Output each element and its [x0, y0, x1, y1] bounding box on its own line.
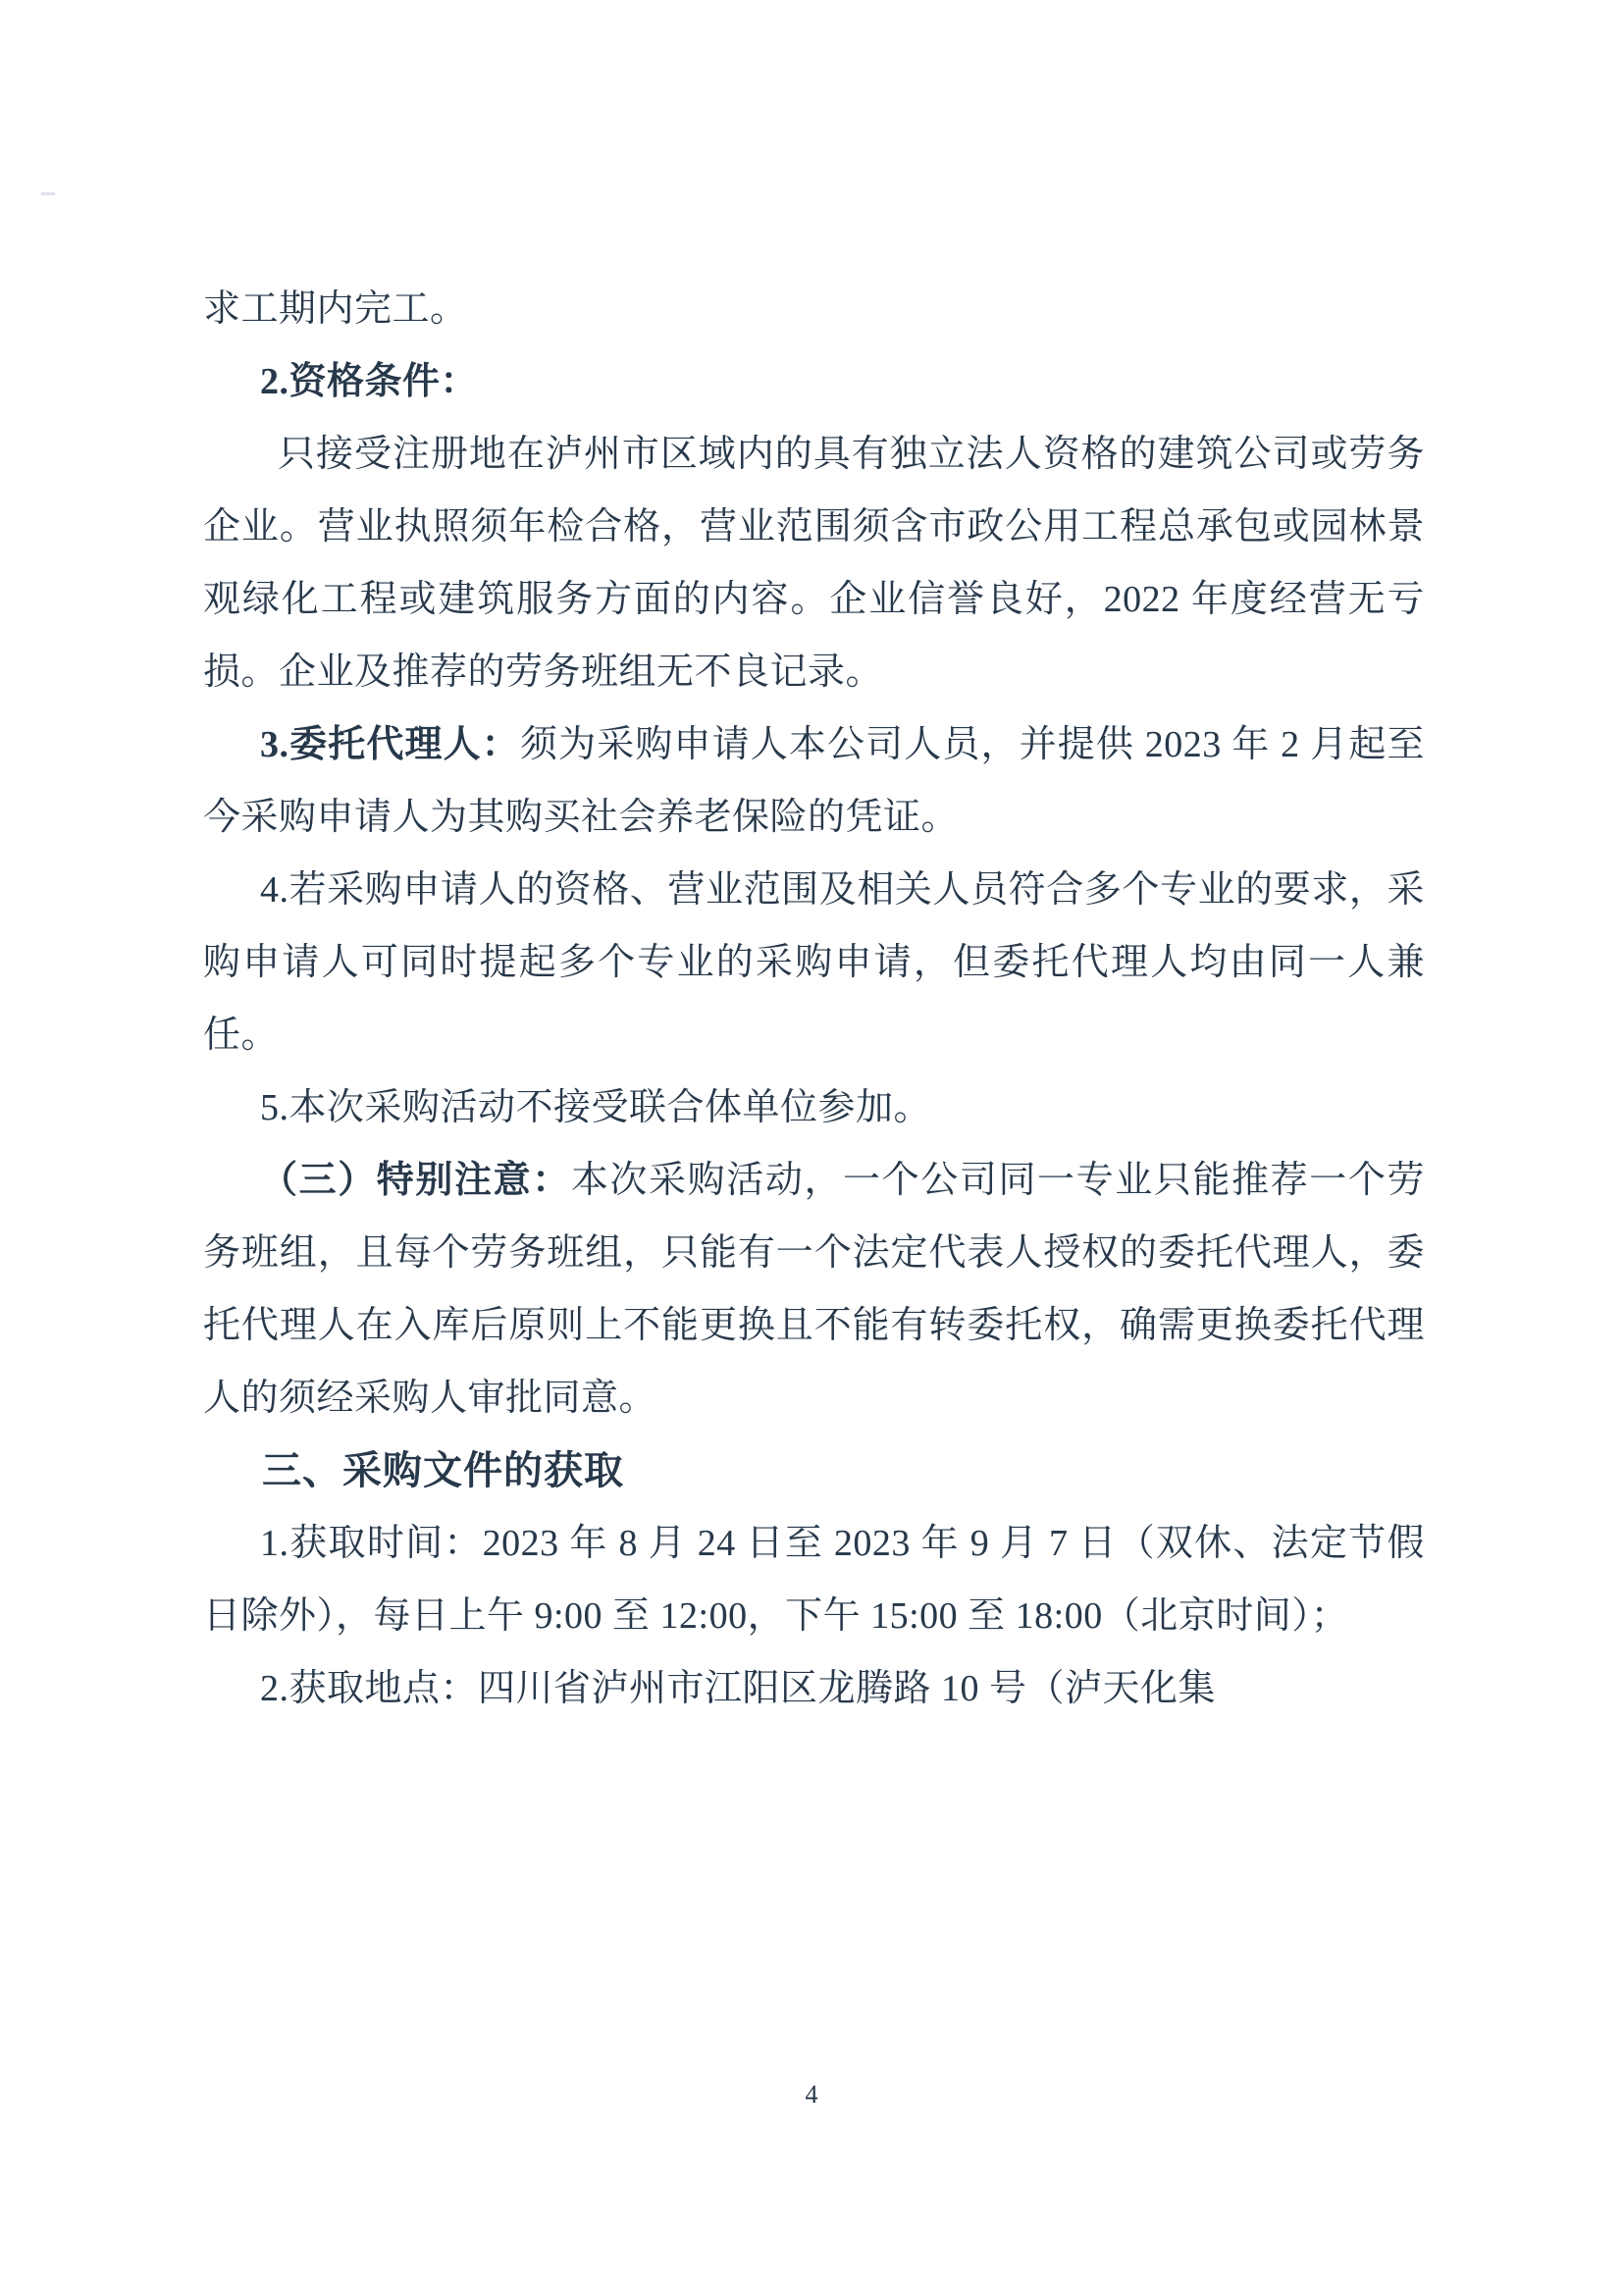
paragraph-acquire-time: 1.获取时间：2023 年 8 月 24 日至 2023 年 9 月 7 日（双休、法定节假日除外），每日上午 9:00 至 12:00，下午 15:00 至 18:00（北京时间）； [203, 1523, 1425, 1637]
label-authorized-agent: 3.委托代理人： [260, 724, 520, 765]
heading-qualification-conditions: 2.资格条件： [260, 361, 479, 402]
document-body [203, 273, 1425, 1725]
paragraph-continued: 求工期内完工。 [203, 288, 468, 330]
label-special-notice: （三）特别注意： [260, 1160, 571, 1201]
paragraph-multi-specialty: 4.若采购申请人的资格、营业范围及相关人员符合多个专业的要求，采购申请人可同时提起多个专业的采购申请，但委托代理人均由同一人兼任。 [203, 869, 1425, 1056]
text-authorized-agent: 须为采购申请人本公司人员，并提供 2023 年 2 月起至今采购申请人为其购买社会养老保险的凭证。 [203, 724, 1425, 838]
paragraph-special-notice [203, 1144, 1425, 1435]
heading-section-three: 三、采购文件的获取 [262, 1448, 624, 1492]
text-special-notice: 本次采购活动，一个公司同一专业只能推荐一个劳务班组，且每个劳务班组，只能有一个法定代表人授权的委托代理人，委托代理人在入库后原则上不能更换且不能有转委托权，确需更换委托代理人的须经采购人审批同意。 [203, 1160, 1425, 1419]
paragraph-acquire-place: 2.获取地点：四川省泸州市江阳区龙腾路 10 号（泸天化集 [260, 1668, 1217, 1709]
paragraph-authorized-agent [203, 708, 1425, 854]
page-number: 4 [805, 2080, 818, 2109]
page-edge-mark [41, 192, 55, 195]
paragraph-no-consortium: 5.本次采购活动不接受联合体单位参加。 [260, 1087, 932, 1128]
paragraph-qualification-conditions: 只接受注册地在泸州市区域内的具有独立法人资格的建筑公司或劳务企业。营业执照须年检合格，营业范围须含市政公用工程总承包或园林景观绿化工程或建筑服务方面的内容。企业信誉良好，2022 年度经营无亏损。企业及推荐的劳务班组无不良记录。 [203, 434, 1425, 693]
